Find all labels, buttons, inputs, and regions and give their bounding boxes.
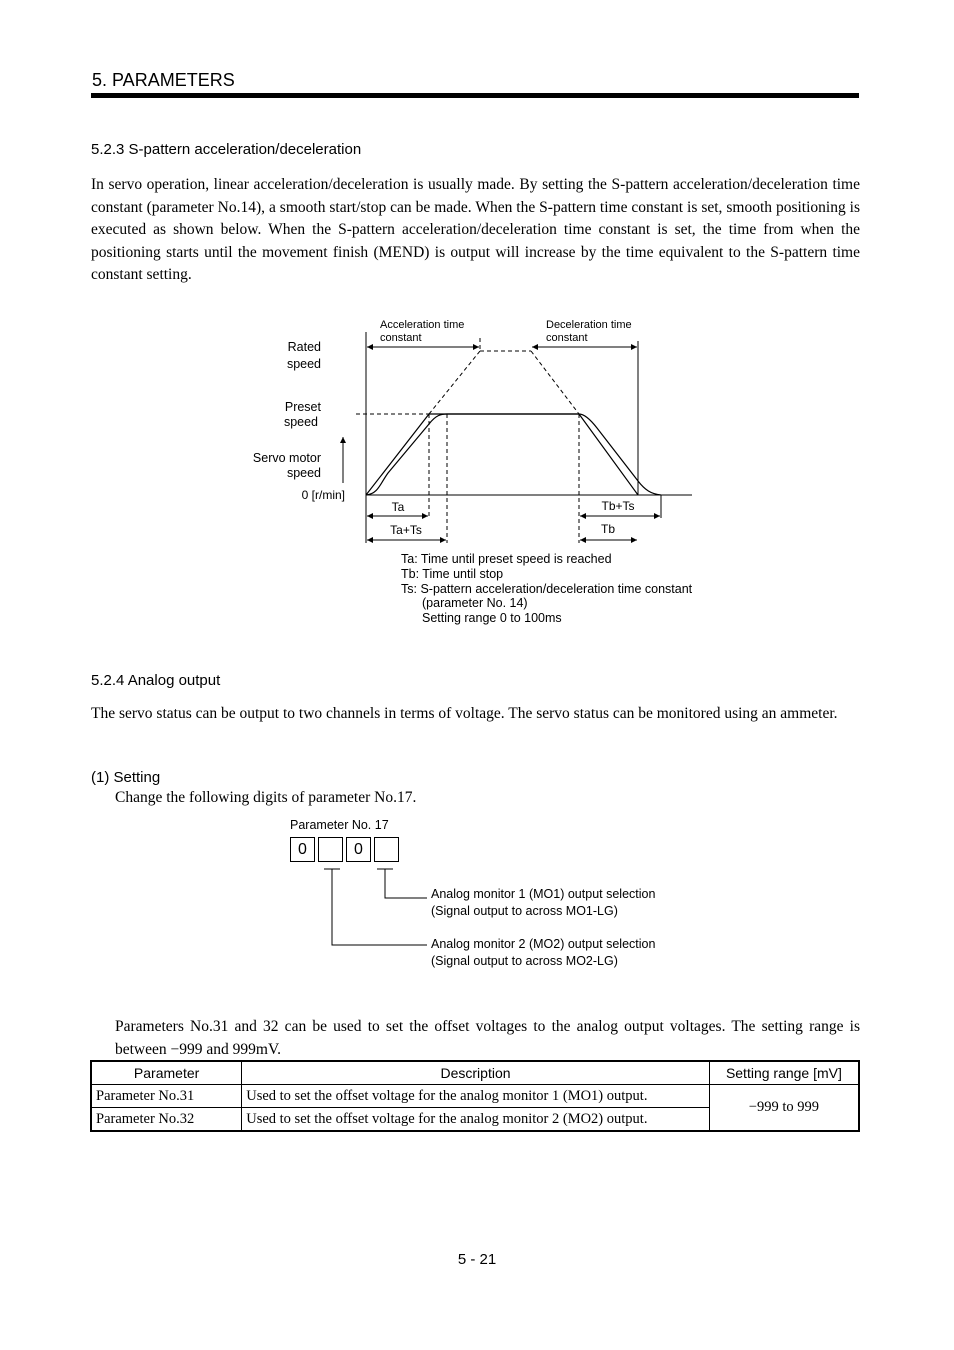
legend-ts-param: (parameter No. 14): [422, 596, 528, 610]
tb-label: Tb: [600, 522, 616, 536]
analog-output-heading: 5.2.4 Analog output: [91, 672, 221, 689]
offset-table: [90, 1060, 860, 1132]
tb-ts-label: Tb+Ts: [601, 499, 635, 513]
setting-heading: (1) Setting: [91, 769, 161, 786]
mo2-callout-line1: Analog monitor 2 (MO2) output selection: [431, 937, 656, 951]
digit-box-4: [374, 837, 399, 862]
decel-label-line2: constant: [546, 332, 588, 344]
mo1-callout-line1: Analog monitor 1 (MO1) output selection: [431, 887, 656, 901]
row2-description: Used to set the offset voltage for the analog monitor 2 (MO2) output.: [242, 1108, 710, 1132]
section-header: 5. PARAMETERS: [92, 70, 235, 90]
setting-range-value: −999 to 999: [709, 1085, 859, 1132]
s-pattern-paragraph: In servo operation, linear acceleration/deceleration is usually made. By setting the S-pattern acceleration/deceleration time constant (parameter No.14), a smooth start/stop can be made. When the S-pattern time constant is set, smooth positioning is executed as shown below. When the S-pattern acceleration/deceleration time constant is set, the time from when the positioning starts until the movement finish (MEND) is output will increase by the time equivalent to the S-pattern time constant setting.: [91, 176, 860, 283]
accel-label-line1: Acceleration time: [380, 319, 465, 331]
digit-box-2: [318, 837, 343, 862]
legend-ta: Ta: Time until preset speed is reached: [401, 552, 612, 566]
setting-text: Change the following digits of parameter No.17.: [115, 789, 417, 806]
rated-speed-label-line1: Rated: [287, 340, 321, 354]
legend-ts-range: Setting range 0 to 100ms: [422, 611, 562, 625]
table-row: [91, 1085, 859, 1108]
rated-speed-label-line2: speed: [286, 357, 321, 371]
rated-decel-dashed-line: [531, 351, 579, 414]
servo-motor-speed-label-line2: speed: [286, 466, 321, 480]
header-description: Description: [242, 1061, 710, 1085]
header-parameter: Parameter: [91, 1061, 242, 1085]
decel-label-line1: Deceleration time: [546, 319, 632, 331]
preset-speed-label-line1: Preset: [284, 400, 321, 414]
s-pattern-heading: 5.2.3 S-pattern acceleration/deceleration: [91, 141, 362, 158]
mo1-callout-line2: (Signal output to across MO1-LG): [431, 904, 618, 918]
digit-box-1: 0: [290, 837, 315, 862]
s-pattern-speed-profile: [366, 414, 661, 495]
preset-speed-label-line2: speed: [283, 415, 318, 429]
zero-speed-label: 0 [r/min]: [301, 488, 345, 502]
mo1-callout: [431, 886, 655, 920]
offset-paragraph: Parameters No.31 and 32 can be used to set the offset voltages to the analog output voltages. The setting range is between −999 and 999mV.: [115, 1018, 860, 1058]
mo2-leader-line: [332, 869, 427, 945]
analog-output-paragraph: The servo status can be output to two channels in terms of voltage. The servo status can be monitored using an ammeter.: [91, 705, 838, 722]
accel-label-line2: constant: [380, 332, 422, 344]
rated-accel-dashed-line: [429, 351, 480, 414]
parameter-17-label: Parameter No. 17: [290, 818, 389, 832]
digit-box-3: 0: [346, 837, 371, 862]
header-rule: [91, 93, 859, 98]
linear-speed-profile: [366, 414, 638, 495]
row2-parameter: Parameter No.32: [91, 1108, 242, 1132]
mo1-leader-line: [385, 869, 427, 898]
mo2-callout-line2: (Signal output to across MO2-LG): [431, 954, 618, 968]
legend-ts: Ts: S-pattern acceleration/deceleration time constant: [401, 582, 693, 596]
mo2-callout: [431, 936, 655, 970]
legend-tb: Tb: Time until stop: [401, 567, 504, 581]
row1-parameter: Parameter No.31: [91, 1085, 242, 1108]
page-number: 5 - 21: [457, 1251, 497, 1268]
table-header-row: [91, 1061, 859, 1085]
row1-description: Used to set the offset voltage for the analog monitor 1 (MO1) output.: [242, 1085, 710, 1108]
ta-ts-label: Ta+Ts: [390, 523, 422, 537]
servo-motor-speed-label-line1: Servo motor: [252, 451, 321, 465]
header-setting-range: Setting range [mV]: [709, 1061, 859, 1085]
ta-label: Ta: [391, 500, 405, 514]
